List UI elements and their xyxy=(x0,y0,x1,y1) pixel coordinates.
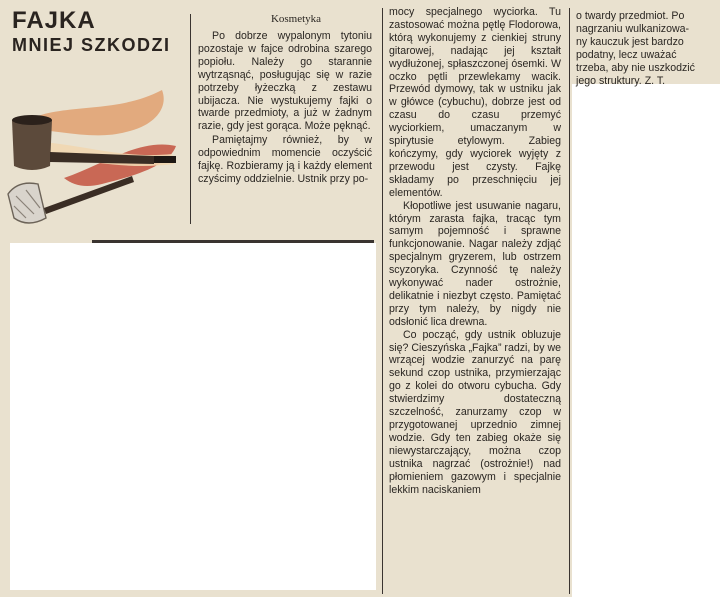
paragraph: Kłopotliwe jest usuwanie nagaru, którym zarasta fajka, tracąc tym samym pojemność i sprawne funkcjonowanie. Nagar należy zdjąć specjalnym gryzerem, lub ostrzem scyzoryka. Czynność tę należy wykonywać nader ostrożnie, delikatnie i niezbyt często. Pamiętać przy tym należy, by nigdy nie odsłonić lica drewna. xyxy=(389,199,561,328)
article-column-1 xyxy=(198,30,372,186)
text-line: podatny, lecz uważać xyxy=(576,48,677,61)
pipe-1-mouthpiece xyxy=(154,156,176,163)
article-column-3-fragment xyxy=(576,10,716,87)
paragraph: Pamiętajmy również, by w odpowiednim momencie oczyścić fajkę. Rozbieramy ją i każdy element czyścimy oddzielnie. Ustnik przy po- xyxy=(198,134,372,185)
text-line: nagrzaniu wulkanizowa- xyxy=(576,22,690,35)
paragraph: Co począć, gdy ustnik obluzuje się? Cieszyńska „Fajka” radzi, by we wrzącej wodzie zanurzyć na parę sekund czop ustnika, przymierzając go z kolei do otworu cybucha. Gdy stwierdzimy dostateczną szczelność, zanurzamy czop w przygotowanej uprzednio zimnej wodzie. Gdy ten zabieg okaże się niewystarczający, można czop ustnika nagrzać (ostrożnie!) nad płomieniem gazowym i specjalnie lekkim naciskaniem xyxy=(389,328,561,496)
column-rule xyxy=(569,8,570,594)
paragraph: Po dobrze wypalonym tytoniu pozostaje w fajce odrobina szarego popiołu. Należy go starannie wytrząsnąć, posługując się w razie potrzeby łyżeczką z zestawu ubijacza. Nie wystukujemy fajki o twarde przedmioty, a już w żadnym razie, gdy jest gorąca. Może pęknąć. xyxy=(198,30,372,133)
pipe-1-bowl xyxy=(12,120,52,170)
column-rule xyxy=(190,14,191,224)
headline-line2: MNIEJ SZKODZI xyxy=(12,35,171,55)
blank-area xyxy=(10,243,376,590)
article-headline xyxy=(12,8,171,56)
text-line: trzeba, aby nie uszkodzić xyxy=(576,61,695,74)
paragraph: mocy specjalnego wyciorka. Tu zastosować można pętlę Flodorowa, którą wykonujemy z cienkiej struny gitarowej, nadając jej kształt wydłużonej, spłaszczonej ósemki. W oczko pętli przewlekamy wacik. Przewód dymowy, tak w ustniku jak w główce (cybuchu), dobrze jest od czasu do czasu przemyć wyciorkiem, umaczanym w spirytusie etylowym. Zabieg kończymy, gdy wyciorek wyjęty z przewodu jest czysty. Fajkę składamy po przeschnięciu jej elementów. xyxy=(389,6,561,199)
article-column-2 xyxy=(389,6,561,496)
text-line: o twardy przedmiot. Po xyxy=(576,10,685,22)
text-line: jego struktury. Z. T. xyxy=(576,74,666,87)
pipe-2-bowl xyxy=(8,183,46,223)
section-label: Kosmetyka xyxy=(270,13,322,25)
text-line: ny kauczuk jest bardzo xyxy=(576,35,684,48)
pipe-1-rim xyxy=(12,115,52,125)
pipe-illustration xyxy=(4,68,182,238)
column-rule xyxy=(382,8,383,594)
headline-line1: FAJKA xyxy=(12,7,96,34)
